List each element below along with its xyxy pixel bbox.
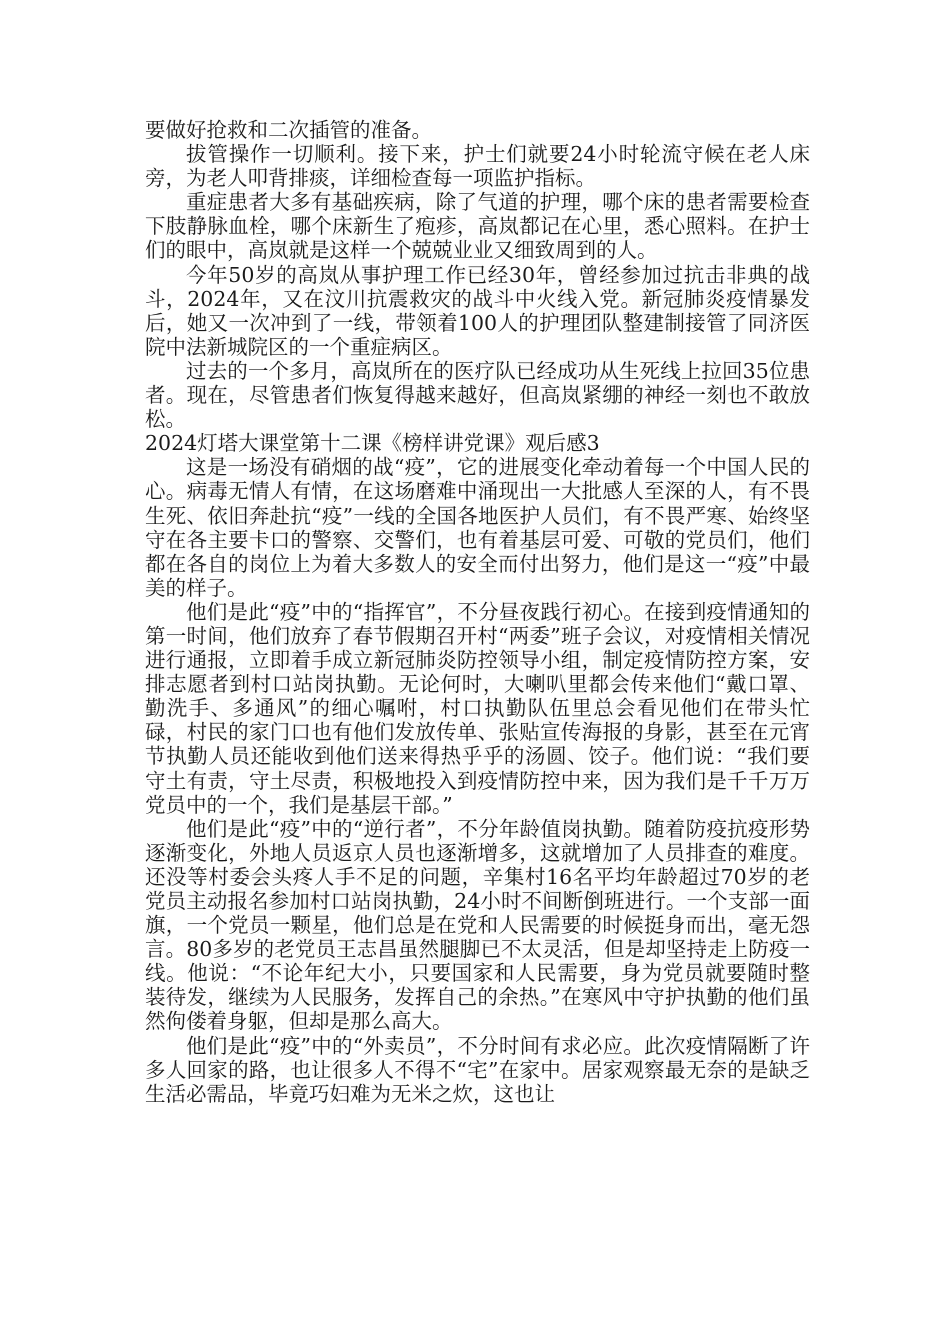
paragraph-severe-patients: 重症患者大多有基础疾病，除了气道的护理，哪个床的患者需要检查下肢静脉血栓，哪个床新生了疱疹，高岚都记在心里，悉心照料。在护士们的眼中，高岚就是这样一个兢兢业业又细致周到的人。 [145,190,810,263]
paragraph-gao-lan-background: 今年50岁的高岚从事护理工作已经30年，曾经参加过抗击非典的战斗，2024年，又在汶川抗震救灾的战斗中火线入党。新冠肺炎疫情暴发后，她又一次冲到了一线，带领着100人的护理团队整建制接管了同济医院中法新城院区的一个重症病区。 [145,262,810,359]
paragraph-past-month: 过去的一个多月，高岚所在的医疗队已经成功从生死线上拉回35位患者。现在，尽管患者们恢复得越来越好，但高岚紧绷的神经一刻也不敢放松。 [145,358,810,432]
paragraph-extubation: 拔管操作一切顺利。接下来，护士们就要24小时轮流守候在老人床旁，为老人叩背排痰，详细检查每一项监护指标。 [145,142,810,191]
section-heading: 2024灯塔大课堂第十二课《榜样讲党课》观后感3 [145,431,600,456]
paragraph-retrogrades: 他们是此“疫”中的“逆行者”，不分年龄值岗执勤。随着防疫抗疫形势逐渐变化，外地人员返京人员也逐渐增多，这就增加了人员排查的难度。还没等村委会头疼人手不足的问题，辛集村16名平均年龄超过70岁的老党员主动报名参加村口站岗执勤，24小时不间断倒班进行。一个支部一面旗，一个党员一颗星，他们总是在党和人民需要的时候挺身而出，毫无怨言。80多岁的老党员王志昌虽然腿脚已不太灵活，但是却坚持走上防疫一线。他说：“不论年纪大小，只要国家和人民需要，身为党员就要随时整装待发，继续为人民服务，发挥自己的余热。”在寒风中守护执勤的他们虽然佝偻着身躯，但却是那么高大。 [145,816,810,1034]
paragraph-delivery: 他们是此“疫”中的“外卖员”，不分时间有求必应。此次疫情隔断了许多人回家的路，也让很多人不得不“宅”在家中。居家观察最无奈的是缺乏生活必需品，毕竟巧妇难为无米之炊，这也让 [145,1033,810,1106]
paragraph-war-on-epidemic: 这是一场没有硝烟的战“疫”，它的进展变化牵动着每一个中国人民的心。病毒无情人有情，在这场磨难中涌现出一大批感人至深的人，有不畏生死、依旧奔赴抗“疫”一线的全国各地医护人员们，有不畏严寒、始终坚守在各主要卡口的警察、交警们，也有着基层可爱、可敬的党员们，他们都在各自的岗位上为着大多数人的安全而付出努力，他们是这一“疫”中最美的样子。 [145,455,810,600]
paragraph-continuation: 要做好抢救和二次插管的准备。 [145,118,432,142]
document-page [145,118,810,1106]
paragraph-commanders: 他们是此“疫”中的“指挥官”，不分昼夜践行初心。在接到疫情通知的第一时间，他们放弃了春节假期召开村“两委”班子会议，对疫情相关情况进行通报，立即着手成立新冠肺炎防控领导小组，制定疫情防控方案，安排志愿者到村口站岗执勤。无论何时，大喇叭里都会传来他们“戴口罩、勤洗手、多通风”的细心嘱咐，村口执勤队伍里总会看见他们在带头忙碌，村民的家门口也有他们发放传单、张贴宣传海报的身影，甚至在元宵节执勤人员还能收到他们送来得热乎乎的汤圆、饺子。他们说：“我们要守土有责，守土尽责，积极地投入到疫情防控中来，因为我们是千千万万党员中的一个，我们是基层干部。” [145,599,810,817]
